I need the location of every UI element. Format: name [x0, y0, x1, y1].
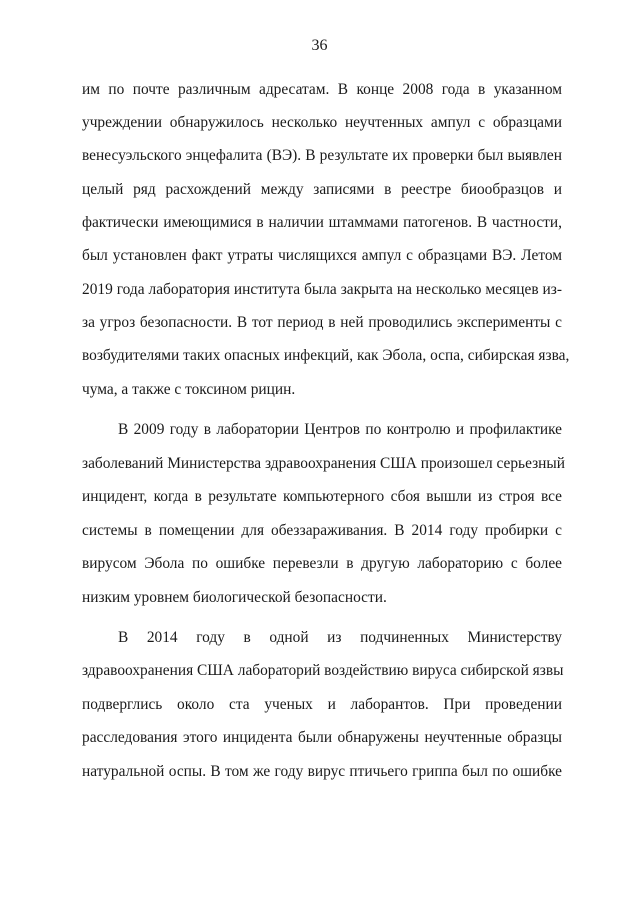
paragraph-3-line-2: здравоохранения США лабораторий воздействию вируса сибирской язвы	[82, 662, 564, 679]
paragraph-1-line-7: 2019 года лаборатория института была закрыта на несколько месяцев из-	[82, 281, 562, 298]
paragraph-2-line-1: В 2009 году в лаборатории Центров по контролю и профилактике	[118, 421, 562, 438]
paragraph-1-line-6: был установлен факт утраты числящихся ампул с образцами ВЭ. Летом	[82, 247, 562, 264]
paragraph-2-line-4: системы в помещении для обеззараживания. В 2014 году пробирки с	[82, 522, 562, 539]
paragraph-1-line-1: им по почте различным адресатам. В конце 2008 года в указанном	[82, 81, 562, 98]
paragraph-1-line-8: за угроз безопасности. В тот период в ней проводились эксперименты с	[82, 314, 562, 331]
paragraph-1-line-3: венесуэльского энцефалита (ВЭ). В результате их проверки был выявлен	[82, 147, 562, 164]
page-number: 36	[311, 37, 328, 54]
paragraph-2-line-2: заболеваний Министерства здравоохранения США произошел серьезный	[82, 455, 565, 472]
paragraph-3-line-5: натуральной оспы. В том же году вирус птичьего гриппа был по ошибке	[82, 763, 562, 780]
paragraph-2-line-5: вирусом Эбола по ошибке перевезли в другую лабораторию с более	[82, 555, 562, 572]
paragraph-3-line-1: В 2014 году в одной из подчиненных Министерству	[118, 629, 562, 646]
paragraph-1-line-2: учреждении обнаружилось несколько неучтенных ампул с образцами	[82, 114, 562, 131]
paragraph-1-line-10: чума, а также с токсином рицин.	[82, 381, 296, 398]
paragraph-2-line-3: инцидент, когда в результате компьютерного сбоя вышли из строя все	[82, 488, 562, 505]
paragraph-1-line-5: фактически имеющимися в наличии штаммами патогенов. В частности,	[82, 214, 562, 231]
paragraph-3-line-4: расследования этого инцидента были обнаружены неучтенные образцы	[82, 729, 562, 746]
paragraph-1-line-9: возбудителями таких опасных инфекций, как Эбола, оспа, сибирская язва,	[82, 347, 570, 364]
paragraph-3-line-3: подверглись около ста ученых и лаборантов. При проведении	[82, 696, 562, 713]
paragraph-2-line-6: низким уровнем биологической безопасности.	[82, 589, 387, 606]
paragraph-1-line-4: целый ряд расхождений между записями в реестре биообразцов и	[82, 181, 562, 198]
